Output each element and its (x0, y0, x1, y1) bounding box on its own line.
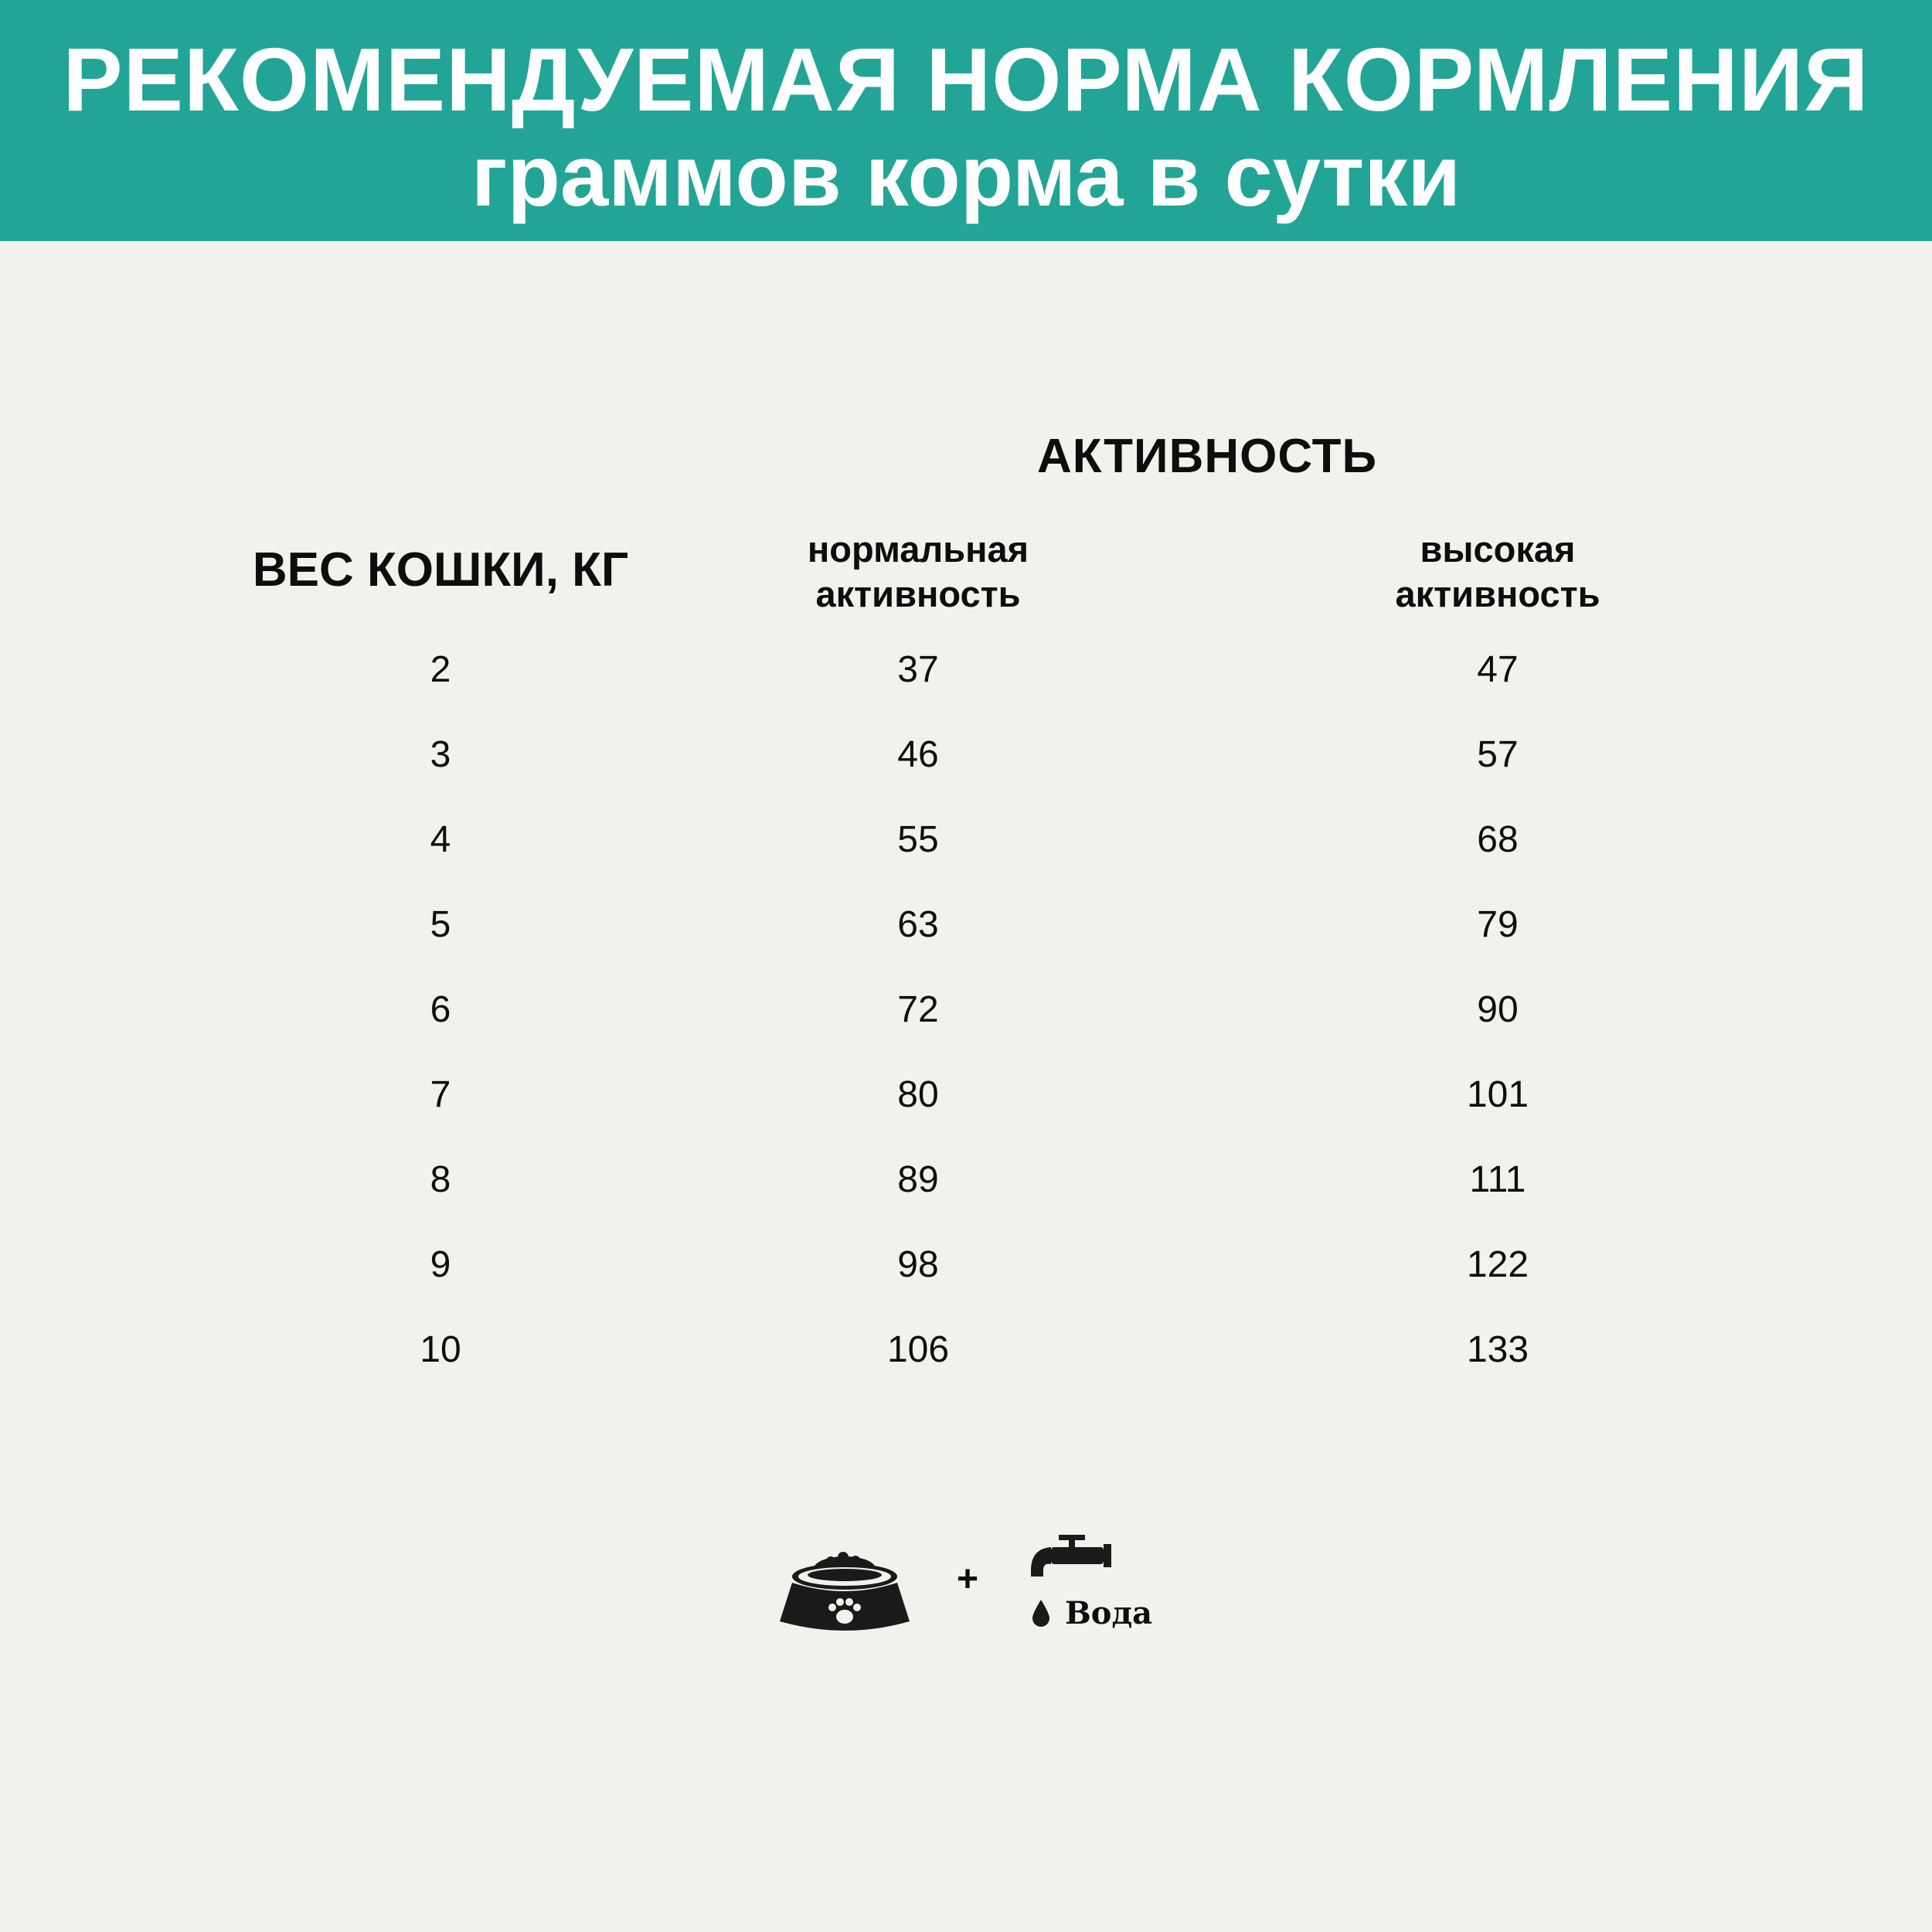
weight-cell: 3 (430, 734, 451, 775)
normal-activity-cell: 63 (897, 904, 939, 945)
high-activity-cell: 47 (1477, 649, 1519, 690)
table-row (0, 981, 1932, 1066)
normal-activity-cell: 89 (897, 1159, 939, 1200)
table-row (0, 811, 1932, 896)
table-row (0, 1151, 1932, 1236)
water-drop-icon (1031, 1598, 1051, 1628)
weight-cell: 9 (430, 1244, 451, 1285)
water-label: Вода (1065, 1595, 1153, 1631)
weight-cell: 7 (430, 1074, 451, 1115)
food-bowl-icon (775, 1546, 914, 1638)
weight-cell: 2 (430, 649, 451, 690)
normal-activity-cell: 98 (897, 1244, 939, 1285)
weight-column-header: ВЕС КОШКИ, КГ (252, 543, 629, 597)
page-subtitle: граммов корма в сутки (471, 128, 1461, 224)
feeding-table-body (0, 641, 1932, 1406)
weight-cell: 5 (430, 904, 451, 945)
high-activity-header-line2: активность (1395, 573, 1600, 614)
page-title: РЕКОМЕНДУЕМАЯ НОРМА КОРМЛЕНИЯ (63, 29, 1869, 130)
high-activity-cell: 122 (1466, 1244, 1529, 1285)
normal-activity-header-line2: активность (815, 573, 1021, 614)
high-activity-cell: 79 (1477, 904, 1519, 945)
table-row (0, 726, 1932, 811)
high-activity-cell: 90 (1477, 989, 1519, 1030)
activity-group-header: АКТИВНОСТЬ (1036, 430, 1378, 483)
high-activity-column-header (1304, 527, 1691, 617)
feeding-icons (0, 1515, 1932, 1669)
table-row (0, 896, 1932, 981)
table-row (0, 1066, 1932, 1151)
weight-cell: 6 (430, 989, 451, 1030)
normal-activity-column-header (725, 527, 1111, 617)
normal-activity-cell: 72 (897, 989, 939, 1030)
normal-activity-cell: 46 (897, 734, 939, 775)
plus-sign: + (956, 1559, 979, 1600)
weight-cell: 10 (420, 1329, 461, 1370)
header-banner (0, 0, 1932, 241)
high-activity-cell: 68 (1477, 819, 1519, 860)
weight-cell: 4 (430, 819, 451, 860)
high-activity-cell: 111 (1469, 1159, 1526, 1200)
normal-activity-cell: 37 (897, 649, 939, 690)
high-activity-cell: 101 (1466, 1074, 1529, 1115)
water-faucet-icon (1028, 1532, 1121, 1594)
table-row (0, 641, 1932, 726)
normal-activity-cell: 106 (886, 1329, 950, 1370)
high-activity-cell: 133 (1466, 1329, 1529, 1370)
high-activity-header-line1: высокая (1420, 529, 1576, 570)
normal-activity-header-line1: нормальная (807, 529, 1029, 570)
normal-activity-cell: 55 (897, 819, 939, 860)
high-activity-cell: 57 (1477, 734, 1519, 775)
weight-cell: 8 (430, 1159, 451, 1200)
table-row (0, 1321, 1932, 1406)
table-row (0, 1236, 1932, 1321)
normal-activity-cell: 80 (897, 1074, 939, 1115)
